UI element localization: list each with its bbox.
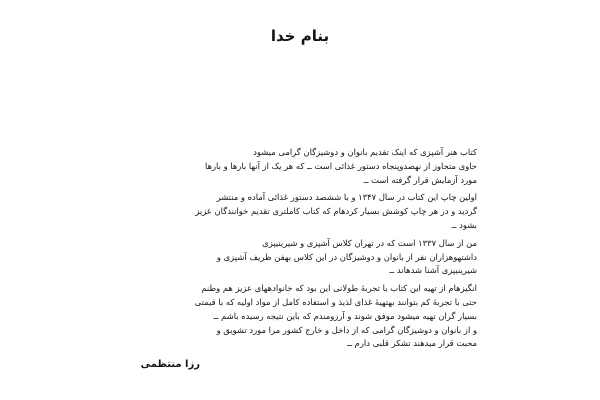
text-line: کتاب هنر آشپزی که اینک تقدیم بانوان و دوشیزگان گرامی میشود [253,147,477,157]
paragraph-intro [162,146,477,187]
text-line: بشود ــ [451,219,477,230]
paragraph-motivation [162,282,477,323]
paragraph-first-edition [162,191,477,232]
text-line: شیرینیپزی آشنا شدهاند ــ [389,265,477,276]
text-line: بسیار گران تهیه میشود موفق شوند و آرزومندم که باین نتیجه رسیده باشم ــ [213,310,477,321]
preface-body [162,146,477,351]
text-line: حتی با تجربهٔ کم بتوانند بهتهیهٔ غذای لذیذ و استفاده کامل از مواد اولیه که با قیمتی [194,296,477,307]
page-title: بنام خدا [270,27,330,45]
text-line: حاوی متجاوز از نهصدوپنجاه دستور غذائی است ــ که هر یک از آنها بارها و بارها [205,160,477,171]
text-line: انگیزهام از تهیه این کتاب با تجربهٔ طولانی این بود که خانوادههای عزیز هم وطنم [201,283,477,294]
text-line: مورد آزمایش قرار گرفته است ــ [363,174,477,185]
text-line: و از بانوان و دوشیزگان گرامی که از داخل و خارج کشور مرا مورد تشویق و [216,324,477,335]
text-line: من از سال ۱۳۳۷ است که در تهران کلاس آشپزی و شیرینیپزی [262,237,477,248]
author-signature: رزا منتظمی [140,359,200,370]
text-line: گردید و در هر چاپ کوشش بسیار کردهام که کتاب کاملتری تقدیم خوانندگان عزیز [195,206,477,217]
text-line: اولین چاپ این کتاب در سال ۱۳۴۷ و با ششصد دستور غذائی آماده و منتشر [216,192,477,203]
paragraph-thanks [162,324,477,352]
paragraph-classes [162,237,477,278]
text-line: داشتهوهزاران نفر از بانوان و دوشیزگان در این کلاس بهفن ظریف آشپزی و [216,251,477,262]
text-line: محبت قرار میدهند تشکر قلبی دارم ــ [347,338,477,349]
